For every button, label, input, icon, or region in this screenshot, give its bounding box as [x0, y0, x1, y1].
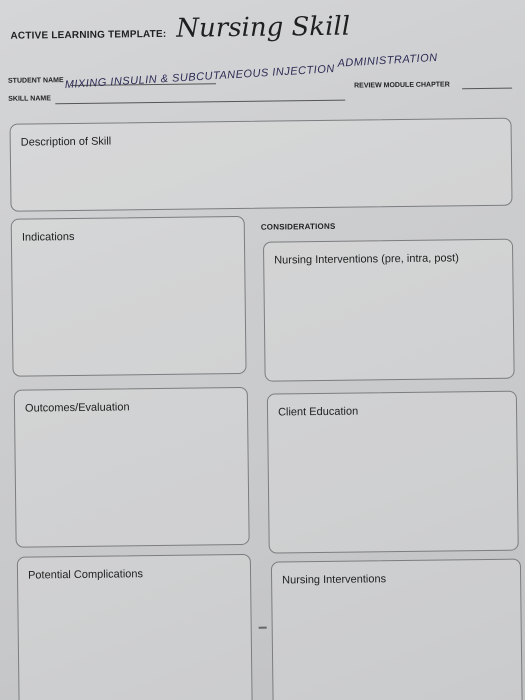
indications-box[interactable] — [11, 216, 247, 377]
client-education-label: Client Education — [277, 405, 359, 419]
outcomes-box[interactable] — [14, 387, 250, 548]
skill-name-line — [55, 100, 345, 105]
indications-label: Indications — [21, 230, 75, 244]
page-title: Nursing Skill — [176, 11, 351, 44]
skill-name-handwritten-continued: ADMINISTRATION — [337, 51, 438, 70]
template-header — [10, 12, 350, 46]
outcomes-label: Outcomes/Evaluation — [24, 401, 130, 415]
divider-mark — [259, 627, 267, 629]
review-module-chapter-label: REVIEW MODULE CHAPTER — [354, 81, 450, 90]
nursing-interventions-timing-label: Nursing Interventions (pre, intra, post) — [274, 252, 459, 267]
nursing-interventions-timing-box[interactable] — [263, 239, 515, 382]
skill-name-label: SKILL NAME — [8, 95, 51, 103]
skill-name-handwritten: MIXING INSULIN & SUBCUTANEOUS INJECTION — [64, 63, 336, 92]
description-label: Description of Skill — [20, 135, 112, 149]
nursing-interventions-box[interactable] — [271, 559, 523, 700]
considerations-heading: CONSIDERATIONS — [260, 221, 336, 232]
potential-complications-box[interactable] — [17, 554, 253, 700]
student-name-label: STUDENT NAME — [7, 77, 64, 85]
template-label: ACTIVE LEARNING TEMPLATE: — [10, 28, 167, 42]
nursing-interventions-label: Nursing Interventions — [282, 573, 387, 587]
potential-complications-label: Potential Complications — [27, 568, 144, 582]
client-education-box[interactable] — [267, 391, 519, 554]
review-module-chapter-line — [462, 88, 512, 90]
description-box[interactable] — [10, 118, 513, 212]
